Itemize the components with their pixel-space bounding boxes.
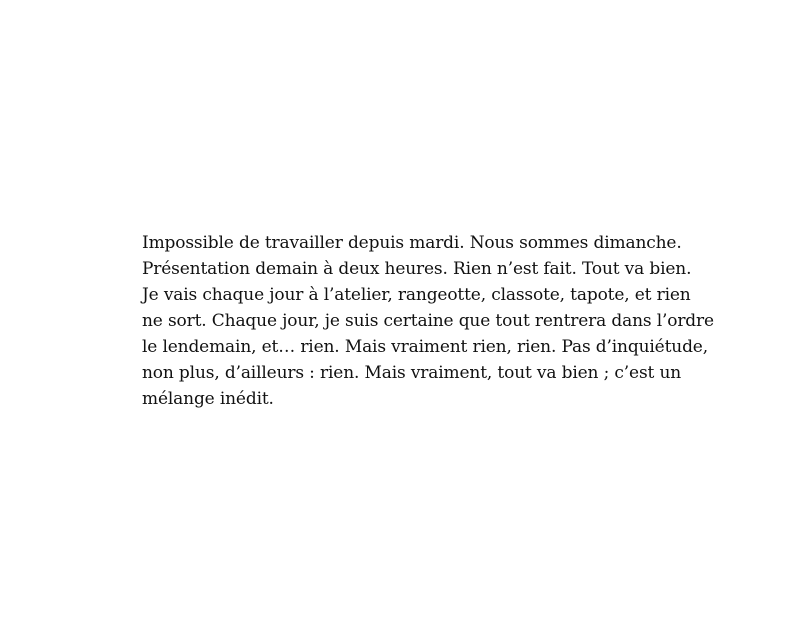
body-paragraph: [142, 230, 714, 412]
paragraph-line: Impossible de travailler depuis mardi. Nous sommes dimanche.: [142, 233, 682, 253]
paragraph-line: mélange inédit.: [142, 389, 274, 409]
paragraph-line: non plus, d’ailleurs : rien. Mais vraiment, tout va bien ; c’est un: [142, 363, 682, 383]
paragraph-line: Je vais chaque jour à l’atelier, rangeotte, classote, tapote, et rien: [142, 285, 691, 305]
paragraph-line: Présentation demain à deux heures. Rien n’est fait. Tout va bien.: [142, 259, 692, 279]
paragraph-line: ne sort. Chaque jour, je suis certaine que tout rentrera dans l’ordre: [142, 311, 714, 331]
paragraph-line: le lendemain, et… rien. Mais vraiment rien, rien. Pas d’inquiétude,: [142, 337, 708, 357]
